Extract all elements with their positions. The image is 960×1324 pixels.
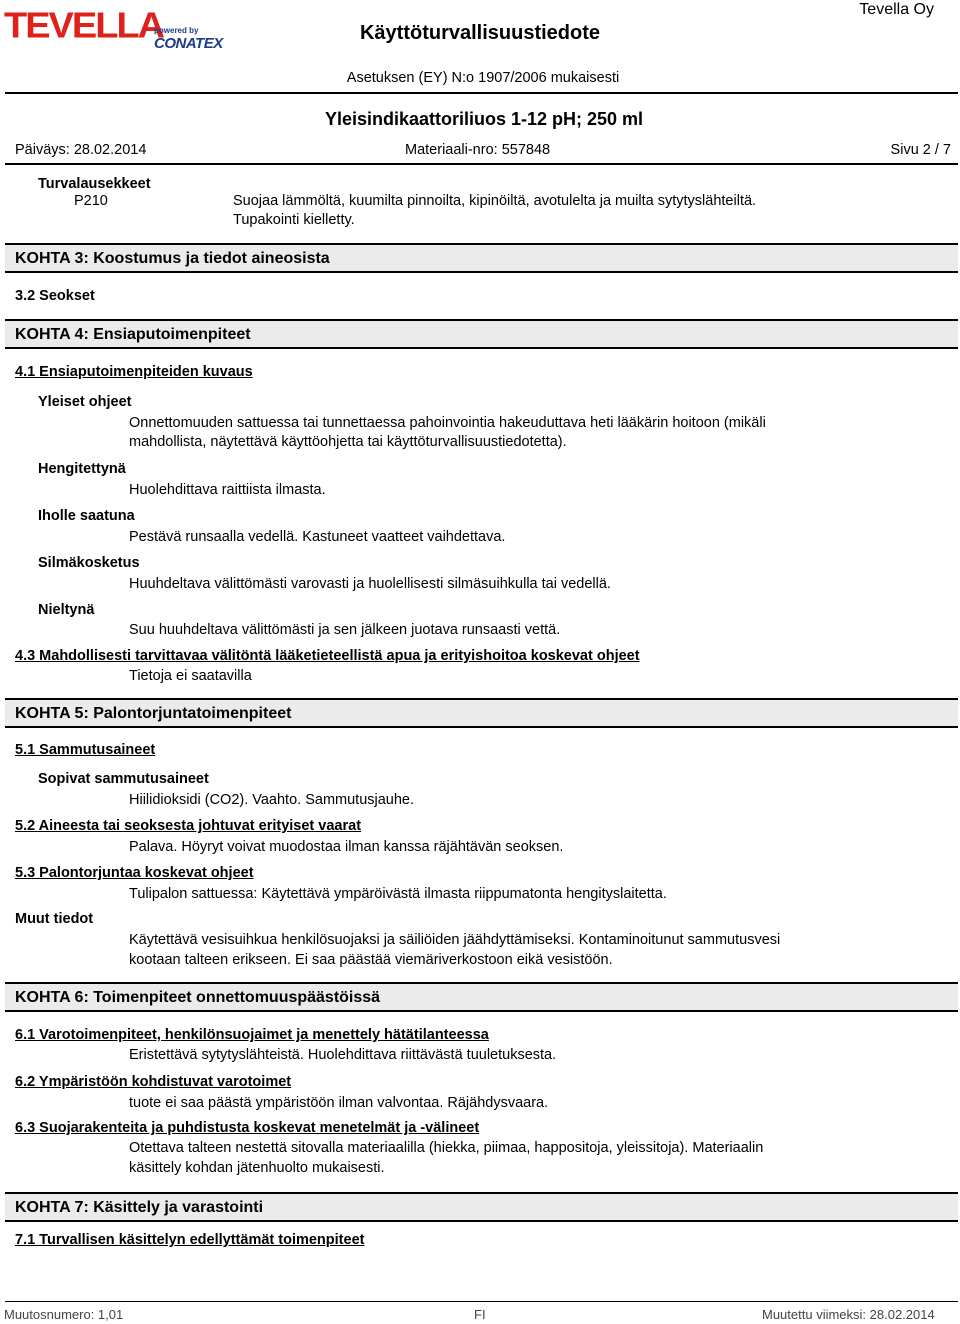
section-6-heading: KOHTA 6: Toimenpiteet onnettomuuspäästöissä [5, 982, 958, 1012]
eye-contact-label: Silmäkosketus [38, 555, 140, 571]
regulation-text: Asetuksen (EY) N:o 1907/2006 mukaisesti [346, 70, 620, 86]
subsection-6-1: 6.1 Varotoimenpiteet, henkilönsuojaimet ja menettely hätätilanteessa [15, 1027, 489, 1043]
precautions-code: P210 [74, 193, 108, 209]
skin-contact-text: Pestävä runsaalla vedellä. Kastuneet vaatteet vaihdettava. [129, 529, 506, 545]
suitable-media-text: Hiilidioksidi (CO2). Vaahto. Sammutusjauhe. [129, 792, 415, 808]
subsection-3-2: 3.2 Seokset [15, 288, 95, 304]
section-5-heading: KOHTA 5: Palontorjuntatoimenpiteet [5, 698, 958, 728]
subsection-6-3: 6.3 Suojarakenteita ja puhdistusta koskevat menetelmät ja -välineet [15, 1120, 480, 1136]
company-name: Tevella Oy [859, 1, 934, 18]
subsection-5-3-text: Tulipalon sattuessa: Käytettävä ympäröivästä ilmasta riippumatonta hengityslaitetta. [129, 886, 667, 902]
other-info-text-2: kootaan talteen erikseen. Ei saa päästää viemäriverkostoon eikä vesistöön. [129, 952, 613, 968]
precautions-text-2: Tupakointi kielletty. [233, 212, 355, 228]
product-name: Yleisindikaattoriliuos 1-12 pH; 250 ml [324, 109, 644, 129]
subsection-5-3: 5.3 Palontorjuntaa koskevat ohjeet [15, 865, 254, 881]
material-number: Materiaali-nro: 557848 [405, 142, 551, 158]
subsection-5-2: 5.2 Aineesta tai seoksesta johtuvat erityiset vaarat [15, 818, 362, 834]
eye-contact-text: Huuhdeltava välittömästi varovasti ja huolellisesti silmäsuihkulla tai vedellä. [129, 576, 611, 592]
precautions-label: Turvalausekkeet [38, 176, 151, 192]
date: Päiväys: 28.02.2014 [15, 142, 147, 158]
footer-rule [5, 1301, 958, 1302]
skin-contact-label: Iholle saatuna [38, 508, 135, 524]
precautions-text-1: Suojaa lämmöltä, kuumilta pinnoilta, kipinöiltä, avotulelta ja muilta sytytyslähteiltä. [233, 193, 757, 209]
logo-powered-by: powered by [154, 26, 199, 35]
header-top-rule [5, 92, 958, 94]
page-number: Sivu 2 / 7 [890, 142, 951, 158]
document-title: Käyttöturvallisuustiedote [359, 22, 601, 44]
general-advice-text-2: mahdollista, näytettävä käyttöohjetta tai käyttöturvallisuustiedotetta). [129, 434, 567, 450]
ingestion-label: Nieltynä [38, 602, 95, 618]
subsection-6-2-text: tuote ei saa päästä ympäristöön ilman valvontaa. Räjähdysvaara. [129, 1095, 549, 1111]
revision-number: Muutosnumero: 1,01 [4, 1307, 124, 1322]
general-advice-label: Yleiset ohjeet [38, 394, 132, 410]
subsection-5-2-text: Palava. Höyryt voivat muodostaa ilman kanssa räjähtävän seoksen. [129, 839, 564, 855]
language-code: FI [474, 1307, 486, 1322]
subsection-6-3-text-1: Otettava talteen nestettä sitovalla materiaalilla (hiekka, piimaa, happositoja, yleissitoja). Materiaalin [129, 1140, 764, 1156]
other-info-label: Muut tiedot [15, 911, 94, 927]
subsection-4-3-text: Tietoja ei saatavilla [129, 668, 252, 684]
header-bottom-rule [5, 163, 958, 165]
subsection-7-1: 7.1 Turvallisen käsittelyn edellyttämät toimenpiteet [15, 1232, 365, 1248]
inhalation-text: Huolehdittava raittiista ilmasta. [129, 482, 326, 498]
logo-partner: CONATEX [154, 35, 223, 52]
inhalation-label: Hengitettynä [38, 461, 126, 477]
subsection-6-2: 6.2 Ympäristöön kohdistuvat varotoimet [15, 1074, 292, 1090]
logo-brand: TEVELLA [4, 6, 164, 46]
subsection-6-3-text-2: käsittely kohdan jätenhuolto mukaisesti. [129, 1160, 385, 1176]
ingestion-text: Suu huuhdeltava välittömästi ja sen jälkeen juotava runsaasti vettä. [129, 622, 561, 638]
suitable-media-label: Sopivat sammutusaineet [38, 771, 209, 787]
section-7-heading: KOHTA 7: Käsittely ja varastointi [5, 1192, 958, 1222]
last-modified: Muutettu viimeksi: 28.02.2014 [762, 1307, 935, 1322]
subsection-6-1-text: Eristettävä sytytyslähteistä. Huolehdittava riittävästä tuuletuksesta. [129, 1047, 557, 1063]
other-info-text-1: Käytettävä vesisuihkua henkilösuojaksi ja säiliöiden jäähdyttämiseksi. Kontaminoitunut sammutusvesi [129, 932, 781, 948]
section-3-heading: KOHTA 3: Koostumus ja tiedot aineosista [5, 243, 958, 273]
section-4-heading: KOHTA 4: Ensiaputoimenpiteet [5, 319, 958, 349]
subsection-4-3: 4.3 Mahdollisesti tarvittavaa välitöntä lääketieteellistä apua ja erityishoitoa koskevat ohjeet [15, 648, 640, 664]
subsection-5-1: 5.1 Sammutusaineet [15, 742, 156, 758]
general-advice-text-1: Onnettomuuden sattuessa tai tunnettaessa pahoinvointia hakeuduttava heti lääkärin hoitoon (mikäli [129, 415, 766, 431]
subsection-4-1: 4.1 Ensiaputoimenpiteiden kuvaus [15, 364, 253, 380]
